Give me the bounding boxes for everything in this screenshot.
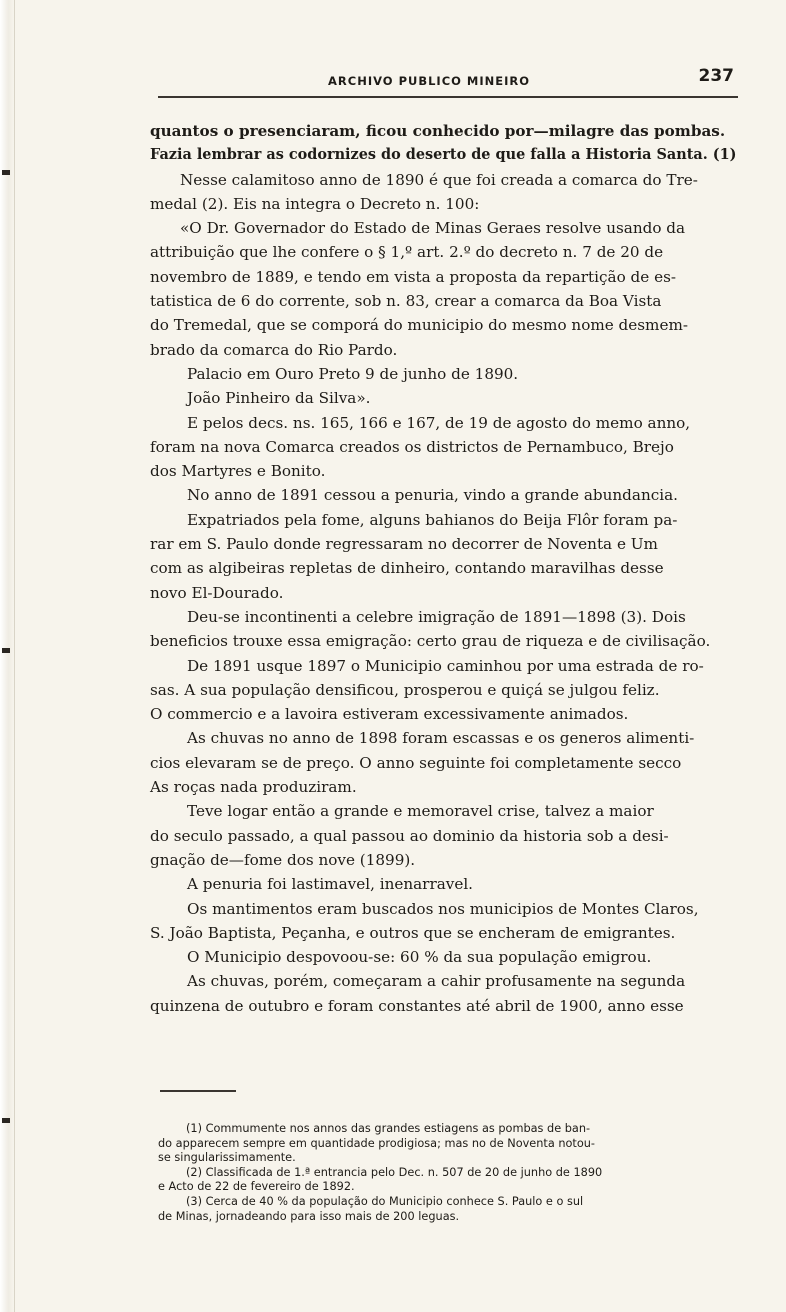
text-line: sas. A sua população densificou, prosperou e quiçá se julgou feliz. (150, 680, 660, 699)
binding-mark (2, 170, 10, 175)
text-line: brado da comarca do Rio Pardo. (150, 340, 398, 359)
footnote-line: se singularissimamente. (158, 1151, 296, 1165)
text-line: do Tremedal, que se comporá do municipio do mesmo nome desmem- (150, 316, 688, 335)
text-line: As roças nada produziram. (150, 778, 357, 797)
text-line: De 1891 usque 1897 o Municipio caminhou por uma estrada de ro- (187, 656, 704, 675)
text-line: Expatriados pela fome, alguns bahianos do Beija Flôr foram pa- (187, 510, 678, 529)
text-line: Nesse calamitoso anno de 1890 é que foi creada a comarca do Tre- (180, 170, 698, 189)
footnotes (158, 1122, 738, 1224)
text-line: Fazia lembrar as codornizes do deserto de que falla a Historia Santa. (1) (150, 146, 737, 164)
page-number: 237 (698, 66, 734, 86)
page-binding-edge (0, 0, 15, 1312)
text-line: O Municipio despovoou-se: 60 % da sua população emigrou. (187, 948, 652, 967)
text-line: Palacio em Ouro Preto 9 de junho de 1890. (187, 364, 519, 383)
text-line: gnação de—fome dos nove (1899). (150, 850, 416, 869)
running-head: ARCHIVO PUBLICO MINEIRO (328, 74, 531, 88)
binding-mark (2, 648, 10, 653)
footnote-rule (160, 1090, 236, 1092)
footnote-line: de Minas, jornadeando para isso mais de 200 leguas. (158, 1209, 460, 1223)
text-line: beneficios trouxe essa emigração: certo grau de riqueza e de civilisação. (150, 632, 711, 651)
footnote-line: e Acto de 22 de fevereiro de 1892. (158, 1180, 355, 1194)
text-line: Teve logar então a grande e memoravel crise, talvez a maior (187, 802, 654, 821)
text-line: Deu-se incontinenti a celebre imigração de 1891—1898 (3). Dois (187, 607, 686, 626)
text-line: tatistica de 6 do corrente, sob n. 83, crear a comarca da Boa Vista (150, 292, 662, 311)
text-line: Os mantimentos eram buscados nos municipios de Montes Claros, (187, 899, 699, 918)
text-line: rar em S. Paulo donde regressaram no decorrer de Noventa e Um (150, 535, 658, 554)
footnote-line: (3) Cerca de 40 % da população do Municipio conhece S. Paulo e o sul (186, 1194, 584, 1208)
text-line: «O Dr. Governador do Estado de Minas Geraes resolve usando da (180, 219, 686, 238)
text-line: medal (2). Eis na integra o Decreto n. 100: (150, 194, 480, 213)
text-line: As chuvas no anno de 1898 foram escassas e os generos alimenti- (187, 729, 695, 748)
text-line: foram na nova Comarca creados os districtos de Pernambuco, Brejo (150, 437, 674, 456)
text-line: O commercio e a lavoira estiveram excessivamente animados. (150, 705, 629, 724)
text-line: João Pinheiro da Silva». (187, 389, 371, 408)
footnote-line: do apparecem sempre em quantidade prodigiosa; mas no de Noventa notou- (158, 1136, 595, 1150)
binding-mark (2, 1118, 10, 1123)
text-line: A penuria foi lastimavel, inenarravel. (187, 875, 474, 894)
text-line: E pelos decs. ns. 165, 166 e 167, de 19 de agosto do memo anno, (187, 413, 691, 432)
body-text (150, 119, 743, 1018)
text-line: quinzena de outubro e foram constantes até abril de 1900, anno esse (150, 996, 684, 1015)
text-line: dos Martyres e Bonito. (150, 462, 326, 481)
footnote-line: (2) Classificada de 1.ª entrancia pelo Dec. n. 507 de 20 de junho de 1890 (186, 1165, 603, 1179)
text-line: S. João Baptista, Peçanha, e outros que se encheram de emigrantes. (150, 923, 676, 942)
text-line: novembro de 1889, e tendo em vista a proposta da repartição de es- (150, 267, 676, 286)
page-header (158, 62, 738, 98)
text-line: As chuvas, porém, começaram a cahir profusamente na segunda (187, 972, 686, 991)
text-line: attribuição que lhe confere o § 1,º art. 2.º do decreto n. 7 de 20 de (150, 243, 664, 262)
text-line: novo El-Dourado. (150, 583, 284, 602)
footnote-line: (1) Commumente nos annos das grandes estiagens as pombas de ban- (186, 1122, 591, 1135)
text-line: No anno de 1891 cessou a penuria, vindo a grande abundancia. (187, 486, 678, 505)
text-line: do seculo passado, a qual passou ao dominio da historia sob a desi- (150, 826, 669, 845)
text-line: cios elevaram se de preço. O anno seguinte foi completamente secco (150, 753, 682, 772)
text-line: quantos o presenciaram, ficou conhecido por—milagre das pombas. (150, 122, 726, 140)
text-line: com as algibeiras repletas de dinheiro, contando maravilhas desse (150, 559, 664, 578)
